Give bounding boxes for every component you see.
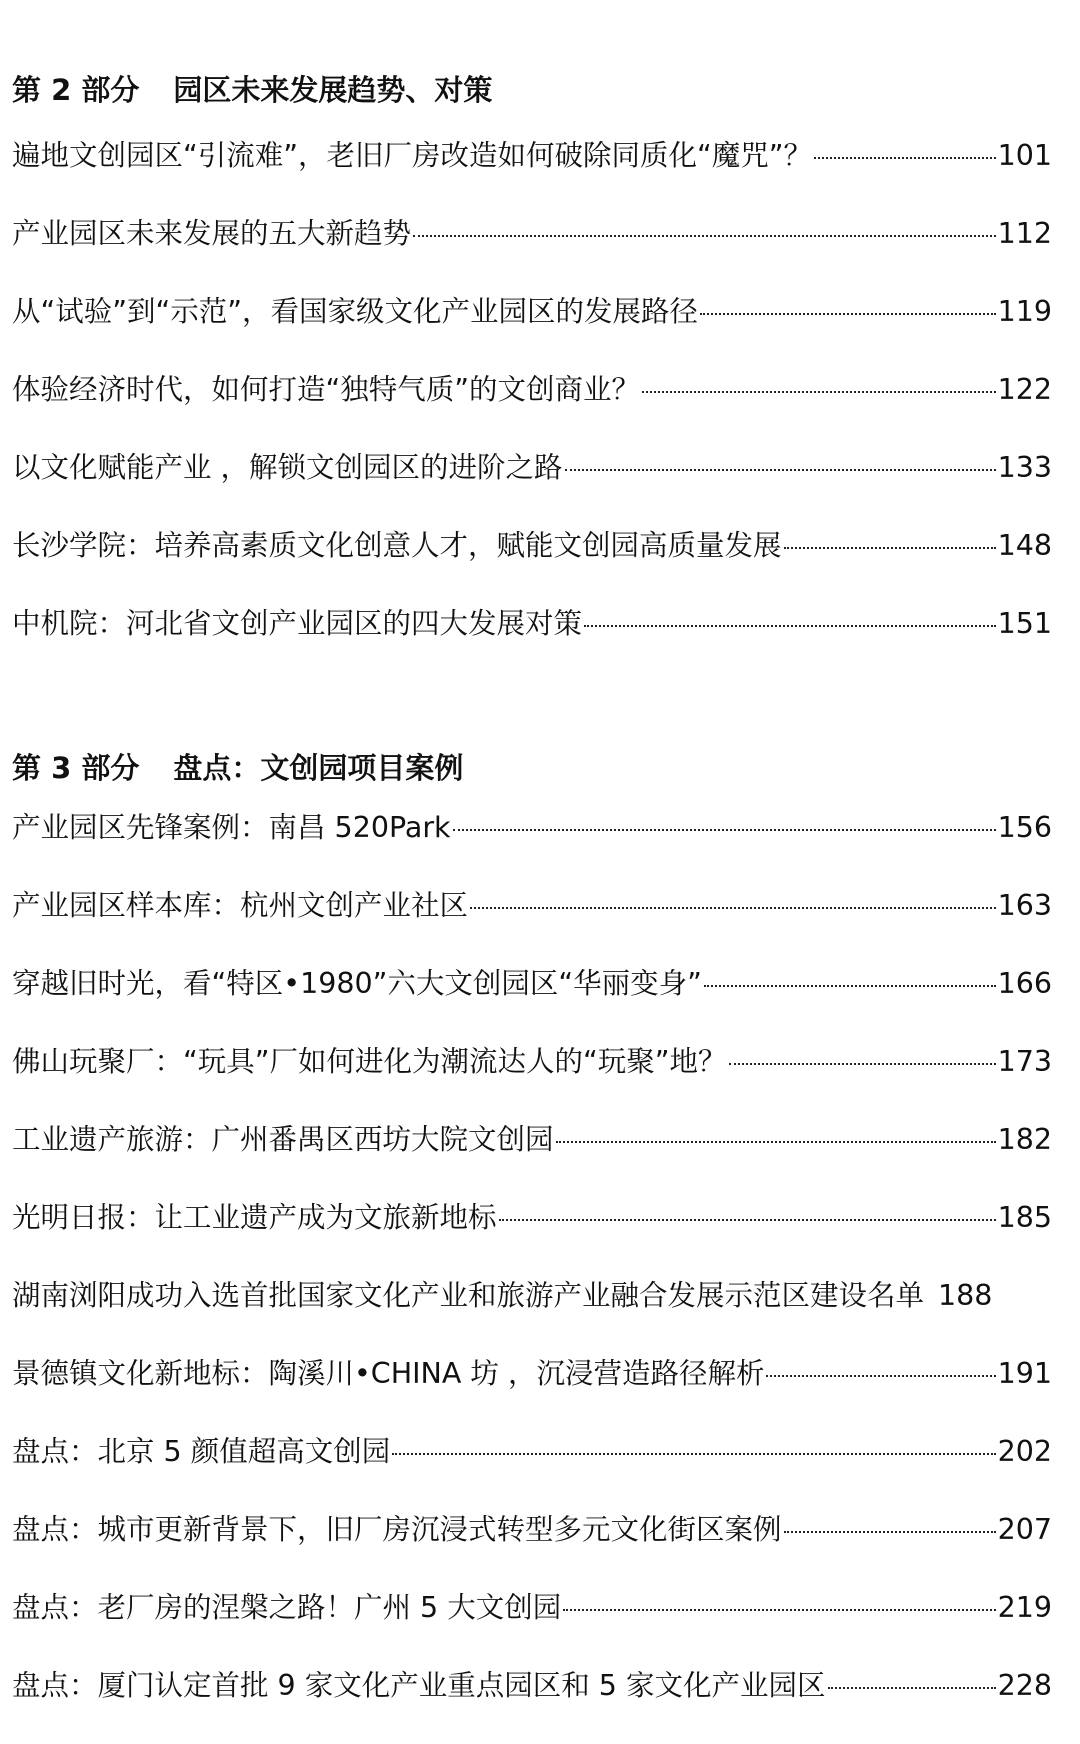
dot-leader [828,1687,996,1689]
dot-leader [784,547,996,549]
dot-leader [729,1063,996,1065]
toc-entry[interactable] [12,1432,1052,1510]
toc-entry[interactable] [12,604,1052,682]
toc-entry-page: 173 [997,1045,1052,1078]
toc-entry-page: 191 [997,1357,1052,1390]
dot-leader [556,1141,996,1143]
dot-leader [700,313,996,315]
toc-entry[interactable] [12,370,1052,448]
dot-leader [766,1375,995,1377]
toc-entry-page: 202 [997,1435,1052,1468]
toc-entry-title: 体验经济时代，如何打造“独特气质”的文创商业？ [12,373,641,406]
dot-leader [565,469,996,471]
section-part-label: 第 2 部分 [12,73,140,107]
toc-entry-title: 光明日报：让工业遗产成为文旅新地标 [12,1201,497,1234]
toc-entry[interactable] [12,292,1052,370]
section-heading [12,748,1052,788]
toc-entry-title: 从“试验”到“示范”，看国家级文化产业园区的发展路径 [12,295,699,328]
toc-entry-title: 盘点：城市更新背景下，旧厂房沉浸式转型多元文化街区案例 [12,1513,782,1546]
dot-leader [584,625,996,627]
toc-entry[interactable] [12,886,1052,964]
section-part-label: 第 3 部分 [12,751,140,785]
toc-entry-page: 133 [997,451,1052,484]
toc-entry-page: 207 [997,1513,1052,1546]
toc-entry-title: 以文化赋能产业 ，解锁文创园区的进阶之路 [12,451,563,484]
section-title: 盘点：文创园项目案例 [173,751,464,785]
section-heading [12,70,1052,110]
toc-entry-title: 产业园区未来发展的五大新趋势 [12,217,412,250]
toc-entry-page: 112 [997,217,1052,250]
toc-entry[interactable] [12,1588,1052,1666]
toc-entry-page: 151 [997,607,1052,640]
toc-entry-page: 122 [997,373,1052,406]
toc-entry[interactable] [12,1120,1052,1198]
toc-entry-title: 工业遗产旅游：广州番禺区西坊大院文创园 [12,1123,554,1156]
toc-entry[interactable] [12,964,1052,1042]
toc-entry[interactable] [12,136,1052,214]
toc-entry[interactable] [12,448,1052,526]
toc-entry-page: 182 [997,1123,1052,1156]
toc-entry[interactable] [12,1042,1052,1120]
toc-entry-title: 长沙学院：培养高素质文化创意人才，赋能文创园高质量发展 [12,529,782,562]
toc-entry-title: 盘点：厦门认定首批 9 家文化产业重点园区和 5 家文化产业园区 [12,1669,826,1702]
toc-entry-title: 湖南浏阳成功入选首批国家文化产业和旅游产业融合发展示范区建设名单 [12,1279,925,1312]
dot-leader [392,1453,995,1455]
toc-entry-title: 佛山玩聚厂：“玩具”厂如何进化为潮流达人的“玩聚”地？ [12,1045,727,1078]
toc-entry-title: 穿越旧时光，看“特区•1980”六大文创园区“华丽变身” [12,967,702,1000]
toc-entry-title: 盘点：北京 5 颜值超高文创园 [12,1435,391,1468]
dot-leader [704,985,996,987]
toc-entry[interactable] [12,1354,1052,1432]
dot-leader [499,1219,996,1221]
dot-leader [413,235,996,237]
toc-entry-page: 101 [997,139,1052,172]
toc-entry-page: 163 [997,889,1052,922]
toc-entry[interactable] [12,526,1052,604]
toc-entry[interactable] [12,808,1052,886]
dot-leader [453,829,996,831]
toc-entry-title: 遍地文创园区“引流难”，老旧厂房改造如何破除同质化“魔咒”？ [12,139,813,172]
toc-entry-page: 188 [938,1279,993,1312]
toc-entry[interactable] [12,1198,1052,1276]
toc-entry-title: 盘点：老厂房的涅槃之路！广州 5 大文创园 [12,1591,562,1624]
toc-entry[interactable] [12,1666,1052,1744]
toc-entry-page: 219 [997,1591,1052,1624]
toc-entry-title: 产业园区样本库：杭州文创产业社区 [12,889,469,922]
dot-leader [470,907,996,909]
section-title: 园区未来发展趋势、对策 [173,73,493,107]
toc-entry-title: 景德镇文化新地标：陶溪川•CHINA 坊 ，沉浸营造路径解析 [12,1357,765,1390]
toc-entry-page: 156 [997,811,1052,844]
dot-leader [784,1531,996,1533]
toc-entry-title: 中机院：河北省文创产业园区的四大发展对策 [12,607,583,640]
dot-leader [563,1609,995,1611]
toc-entry-page: 166 [997,967,1052,1000]
toc-entry[interactable] [12,1510,1052,1588]
toc-entry-page: 228 [997,1669,1052,1702]
dot-leader [814,157,996,159]
toc-section-2 [12,70,1052,682]
toc-entry-page: 148 [997,529,1052,562]
toc-section-3 [12,748,1052,1744]
dot-leader [642,391,996,393]
toc-entry[interactable] [12,214,1052,292]
toc-entry-title: 产业园区先锋案例：南昌 520Park [12,811,451,844]
toc-entry[interactable] [12,1276,1052,1354]
toc-entry-page: 119 [997,295,1052,328]
toc-entry-page: 185 [997,1201,1052,1234]
